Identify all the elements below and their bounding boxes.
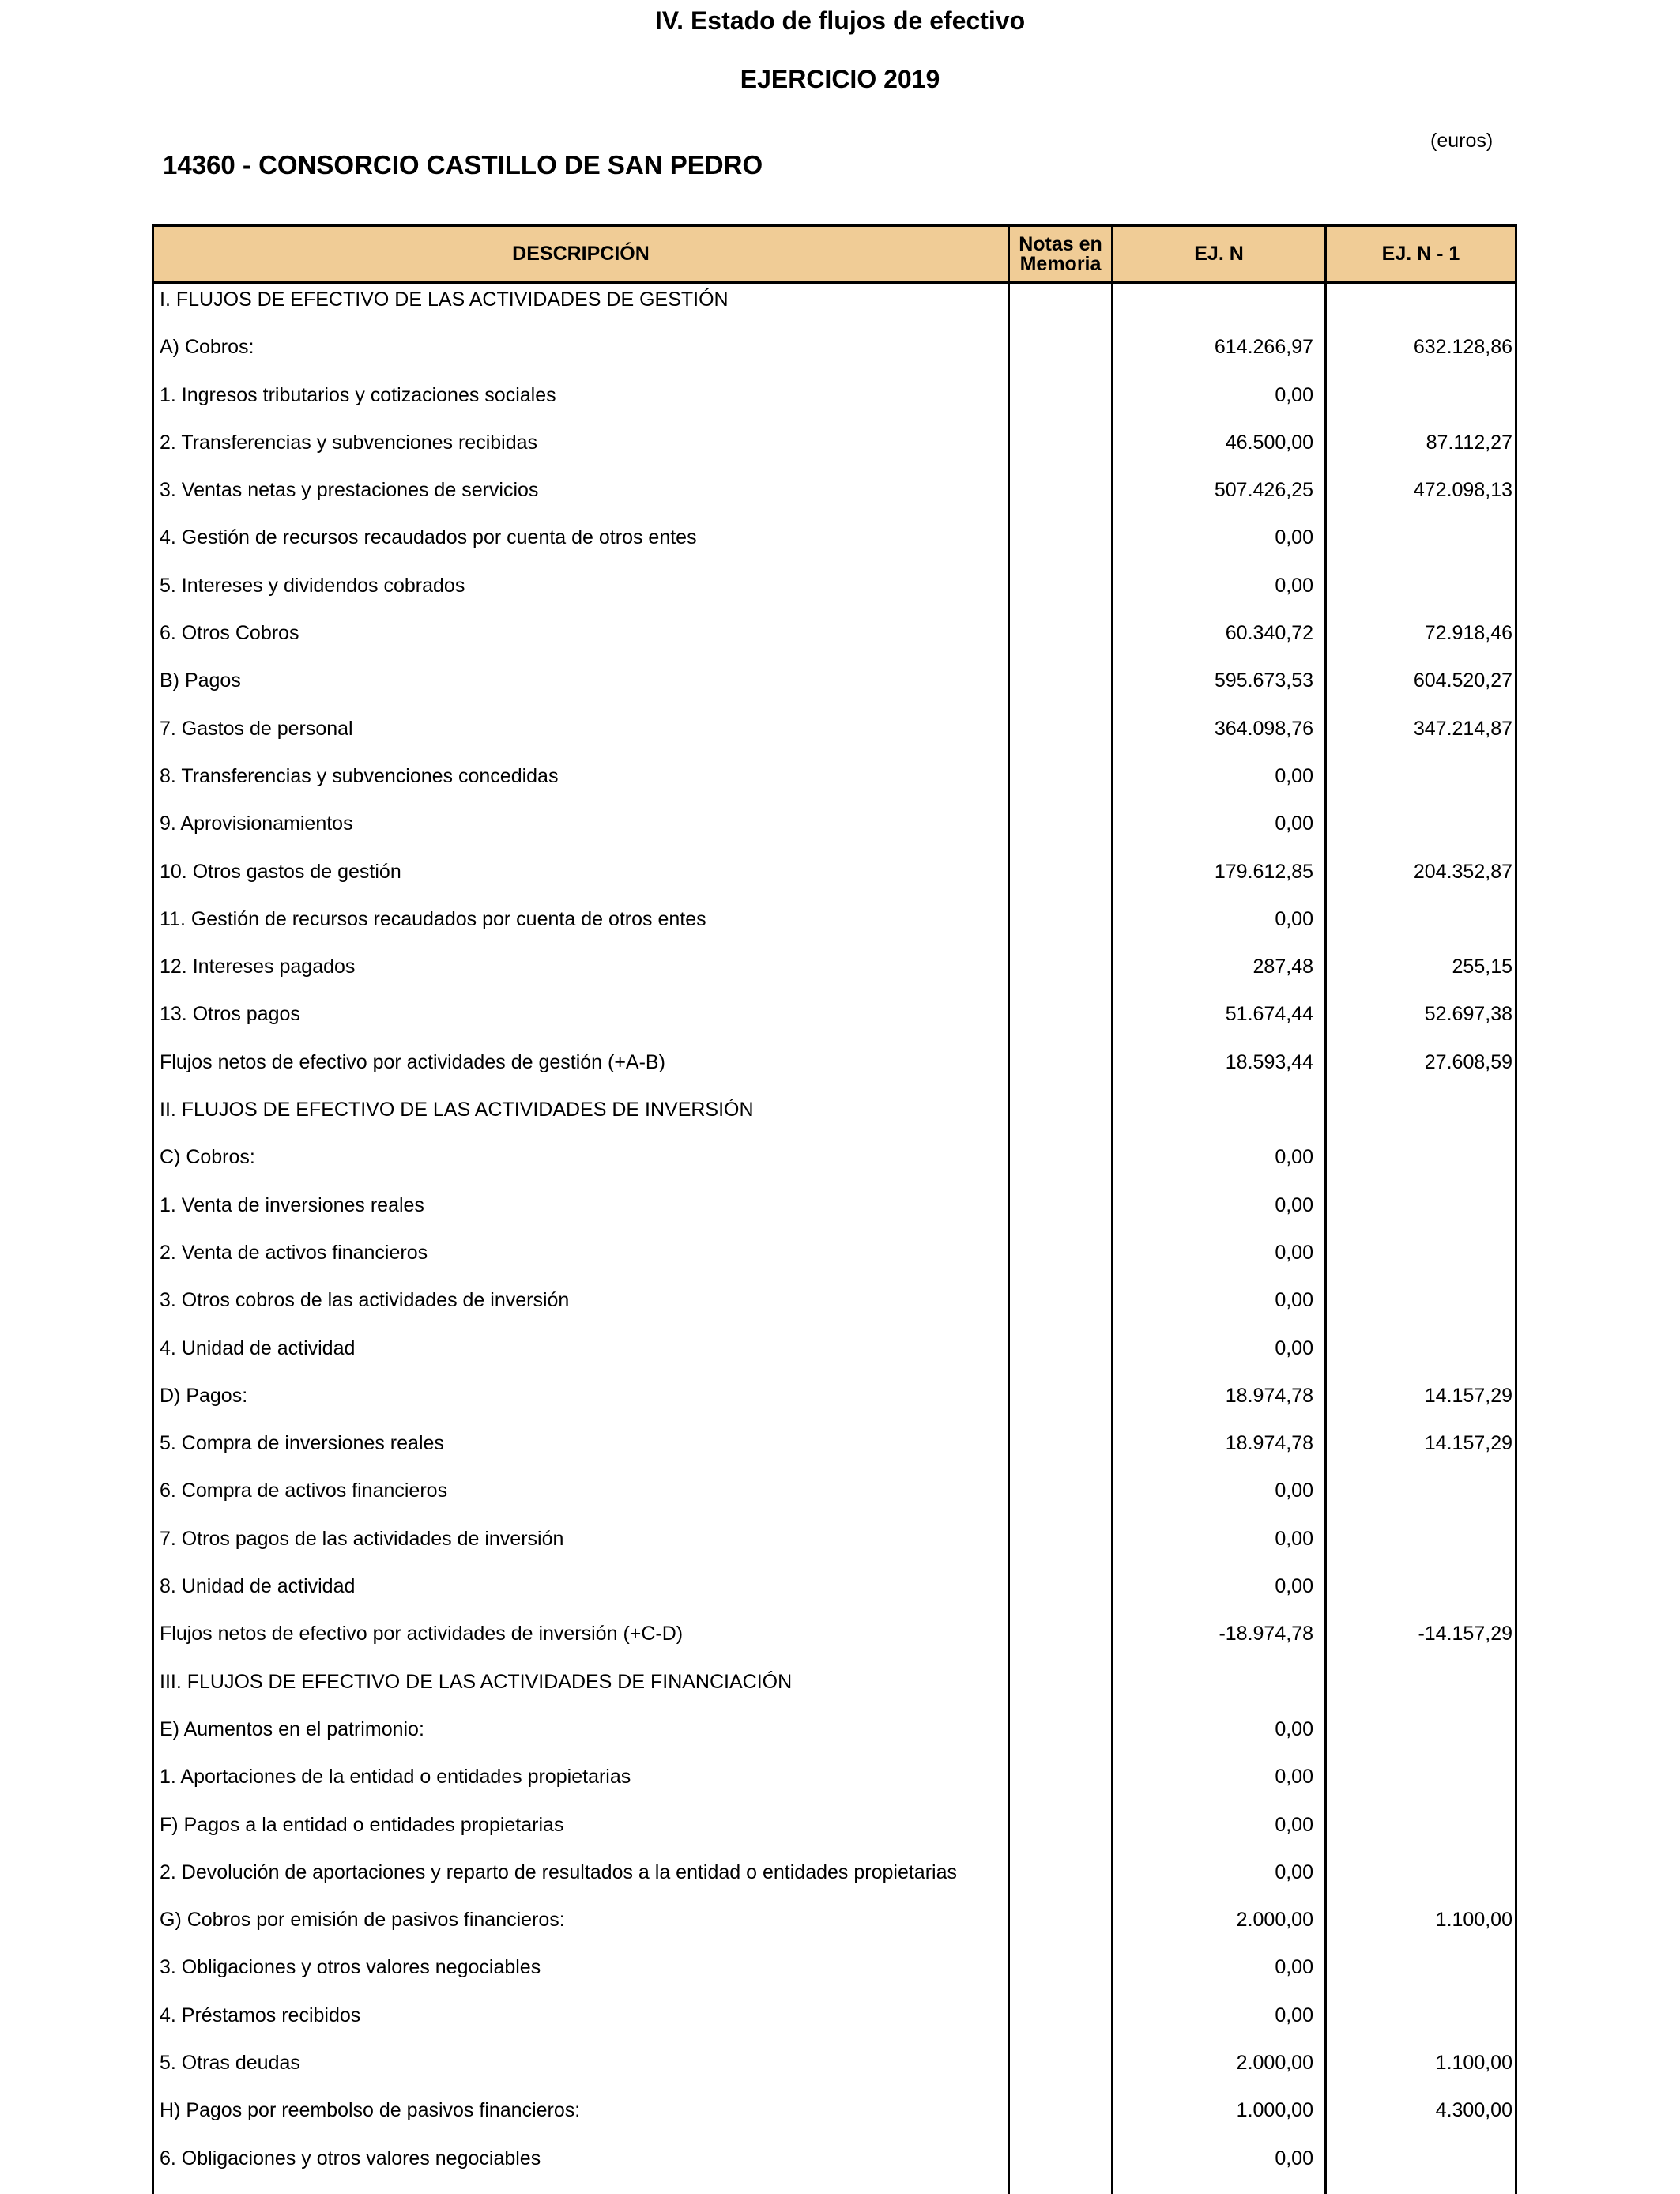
table-header (154, 227, 1515, 284)
table-row (154, 522, 1515, 569)
document-title: IV. Estado de flujos de efectivo (654, 6, 1026, 35)
row-value-ej-n: 0,00 (1275, 1766, 1313, 1789)
row-description: I. FLUJOS DE EFECTIVO DE LAS ACTIVIDADES DE GESTIÓN (160, 288, 729, 311)
row-description: 10. Otros gastos de gestión (160, 860, 401, 883)
row-description: 4. Préstamos recibidos (160, 2004, 361, 2026)
row-value-ej-n1: 347.214,87 (1413, 717, 1512, 740)
row-value-ej-n: 2.000,00 (1236, 2051, 1313, 2074)
table-row (154, 331, 1515, 379)
row-value-ej-n: 0,00 (1275, 1575, 1313, 1598)
row-value-ej-n1: 204.352,87 (1413, 860, 1512, 883)
row-value-ej-n: 0,00 (1275, 383, 1313, 406)
table-row (154, 1237, 1515, 1284)
row-value-ej-n: 507.426,25 (1214, 479, 1313, 502)
row-description: 5. Intereses y dividendos cobrados (160, 574, 465, 597)
row-value-ej-n: 0,00 (1275, 1956, 1313, 1979)
table-row (154, 1189, 1515, 1237)
row-value-ej-n: 179.612,85 (1214, 860, 1313, 883)
table-row (154, 1380, 1515, 1427)
header-notes: Notas en Memoria (1019, 232, 1102, 275)
table-row (154, 1809, 1515, 1857)
row-description: 8. Transferencias y subvenciones concedidas (160, 764, 559, 787)
row-value-ej-n1: 472.098,13 (1413, 479, 1512, 502)
row-description: 12. Intereses pagados (160, 956, 356, 978)
table-row (154, 570, 1515, 617)
row-value-ej-n: 51.674,44 (1225, 1003, 1313, 1026)
row-description: III. FLUJOS DE EFECTIVO DE LAS ACTIVIDADES DE FINANCIACIÓN (160, 1670, 793, 1693)
row-value-ej-n1: 14.157,29 (1424, 1384, 1512, 1407)
row-description: 8. Unidad de actividad (160, 1575, 356, 1598)
row-description: 3. Ventas netas y prestaciones de servicios (160, 479, 539, 502)
row-value-ej-n: 60.340,72 (1225, 622, 1313, 645)
row-description: H) Pagos por reembolso de pasivos financieros: (160, 2099, 581, 2122)
table-row (154, 1618, 1515, 1665)
table-row (154, 1046, 1515, 1094)
table-row (154, 665, 1515, 712)
row-description: Flujos netos de efectivo por actividades de gestión (+A-B) (160, 1050, 665, 1073)
row-value-ej-n: 0,00 (1275, 1480, 1313, 1502)
row-description: 6. Otros Cobros (160, 622, 299, 645)
row-description: F) Pagos a la entidad o entidades propietarias (160, 1813, 564, 1836)
row-value-ej-n: 46.500,00 (1225, 431, 1313, 454)
table-row (154, 1713, 1515, 1761)
row-description: 1. Ingresos tributarios y cotizaciones sociales (160, 383, 556, 406)
header-description: DESCRIPCIÓN (512, 243, 650, 265)
row-description: E) Aumentos en el patrimonio: (160, 1717, 424, 1740)
row-description: 7. Gastos de personal (160, 717, 353, 740)
table-row (154, 713, 1515, 760)
row-value-ej-n1: 52.697,38 (1424, 1003, 1512, 1026)
table-row (154, 617, 1515, 665)
row-value-ej-n: 0,00 (1275, 812, 1313, 835)
row-value-ej-n: 18.974,78 (1225, 1432, 1313, 1455)
row-value-ej-n: 0,00 (1275, 574, 1313, 597)
row-description: 6. Obligaciones y otros valores negociables (160, 2147, 541, 2169)
row-description: 2. Transferencias y subvenciones recibidas (160, 431, 538, 454)
row-description: 9. Aprovisionamientos (160, 812, 353, 835)
row-description: 6. Compra de activos financieros (160, 1480, 448, 1502)
row-description: A) Cobros: (160, 336, 254, 359)
table-row (154, 1523, 1515, 1570)
row-value-ej-n: 0,00 (1275, 1193, 1313, 1216)
table-row (154, 1951, 1515, 1999)
row-description: C) Cobros: (160, 1146, 255, 1169)
row-value-ej-n: 0,00 (1275, 1813, 1313, 1836)
row-description: II. FLUJOS DE EFECTIVO DE LAS ACTIVIDADES DE INVERSIÓN (160, 1099, 754, 1122)
table-row (154, 1475, 1515, 1522)
table-row (154, 1427, 1515, 1475)
exercise-year: EJERCICIO 2019 (740, 65, 940, 93)
row-description: 3. Obligaciones y otros valores negociables (160, 1956, 541, 1979)
row-value-ej-n: 0,00 (1275, 1860, 1313, 1883)
row-value-ej-n: 0,00 (1275, 764, 1313, 787)
table-row (154, 379, 1515, 427)
table-row (154, 903, 1515, 951)
row-description: 2. Venta de activos financieros (160, 1241, 428, 1264)
row-value-ej-n: 364.098,76 (1214, 717, 1313, 740)
row-value-ej-n: 1.000,00 (1236, 2099, 1313, 2122)
row-value-ej-n: 595.673,53 (1214, 669, 1313, 692)
row-value-ej-n1: 4.300,00 (1435, 2099, 1512, 2122)
row-value-ej-n: 0,00 (1275, 907, 1313, 930)
row-description: Flujos netos de efectivo por actividades de inversión (+C-D) (160, 1623, 684, 1646)
row-value-ej-n: 287,48 (1252, 956, 1313, 978)
row-description: 4. Unidad de actividad (160, 1336, 356, 1359)
table-row (154, 284, 1515, 331)
table-row (154, 808, 1515, 855)
table-row (154, 1570, 1515, 1618)
table-row (154, 1857, 1515, 1904)
row-value-ej-n: 0,00 (1275, 2004, 1313, 2026)
cash-flow-table (152, 224, 1517, 2194)
table-body (154, 284, 1515, 2190)
table-row (154, 474, 1515, 522)
currency-units: (euros) (1430, 130, 1494, 152)
row-description: B) Pagos (160, 669, 241, 692)
row-description: 5. Compra de inversiones reales (160, 1432, 444, 1455)
row-value-ej-n: 0,00 (1275, 1336, 1313, 1359)
table-row (154, 2000, 1515, 2047)
row-value-ej-n: -18.974,78 (1219, 1623, 1313, 1646)
table-row (154, 760, 1515, 808)
row-description: 7. Otros pagos de las actividades de inversión (160, 1527, 564, 1550)
row-value-ej-n: 0,00 (1275, 1241, 1313, 1264)
table-row (154, 1761, 1515, 1808)
header-ej-n1: EJ. N - 1 (1381, 243, 1460, 265)
row-value-ej-n: 0,00 (1275, 2147, 1313, 2169)
table-row (154, 1333, 1515, 1380)
row-value-ej-n: 614.266,97 (1214, 336, 1313, 359)
table-row (154, 2047, 1515, 2094)
table-row (154, 951, 1515, 998)
table-row (154, 1284, 1515, 1332)
entity-name: 14360 - CONSORCIO CASTILLO DE SAN PEDRO (163, 150, 763, 179)
table-row (154, 1904, 1515, 1951)
row-description: 3. Otros cobros de las actividades de inversión (160, 1289, 570, 1312)
row-value-ej-n: 0,00 (1275, 1527, 1313, 1550)
row-description: 1. Venta de inversiones reales (160, 1193, 424, 1216)
row-value-ej-n1: 72.918,46 (1424, 622, 1512, 645)
table-row (154, 2094, 1515, 2142)
row-description: 2. Devolución de aportaciones y reparto de resultados a la entidad o entidades propietarias (160, 1860, 957, 1883)
row-value-ej-n1: 632.128,86 (1413, 336, 1512, 359)
row-description: 13. Otros pagos (160, 1003, 300, 1026)
table-row (154, 427, 1515, 474)
table-row (154, 1094, 1515, 1141)
row-description: D) Pagos: (160, 1384, 248, 1407)
row-description: 11. Gestión de recursos recaudados por cuenta de otros entes (160, 907, 706, 930)
row-value-ej-n1: 1.100,00 (1435, 1909, 1512, 1932)
row-value-ej-n1: 255,15 (1452, 956, 1512, 978)
row-value-ej-n1: 14.157,29 (1424, 1432, 1512, 1455)
table-row (154, 856, 1515, 903)
row-value-ej-n: 18.974,78 (1225, 1384, 1313, 1407)
row-description: 5. Otras deudas (160, 2051, 300, 2074)
row-value-ej-n: 0,00 (1275, 526, 1313, 549)
row-value-ej-n1: -14.157,29 (1418, 1623, 1512, 1646)
row-value-ej-n1: 604.520,27 (1413, 669, 1512, 692)
row-value-ej-n1: 1.100,00 (1435, 2051, 1512, 2074)
row-value-ej-n: 0,00 (1275, 1146, 1313, 1169)
row-value-ej-n1: 87.112,27 (1426, 431, 1512, 454)
table-row (154, 1141, 1515, 1189)
row-value-ej-n1: 27.608,59 (1424, 1050, 1512, 1073)
row-value-ej-n: 18.593,44 (1225, 1050, 1313, 1073)
row-value-ej-n: 0,00 (1275, 1289, 1313, 1312)
row-value-ej-n: 0,00 (1275, 1717, 1313, 1740)
header-ej-n: EJ. N (1194, 243, 1244, 265)
table-row (154, 2143, 1515, 2190)
table-row (154, 998, 1515, 1046)
table-row (154, 1666, 1515, 1713)
row-description: G) Cobros por emisión de pasivos financieros: (160, 1909, 565, 1932)
row-value-ej-n: 2.000,00 (1236, 1909, 1313, 1932)
row-description: 1. Aportaciones de la entidad o entidades propietarias (160, 1766, 631, 1789)
row-description: 4. Gestión de recursos recaudados por cuenta de otros entes (160, 526, 697, 549)
